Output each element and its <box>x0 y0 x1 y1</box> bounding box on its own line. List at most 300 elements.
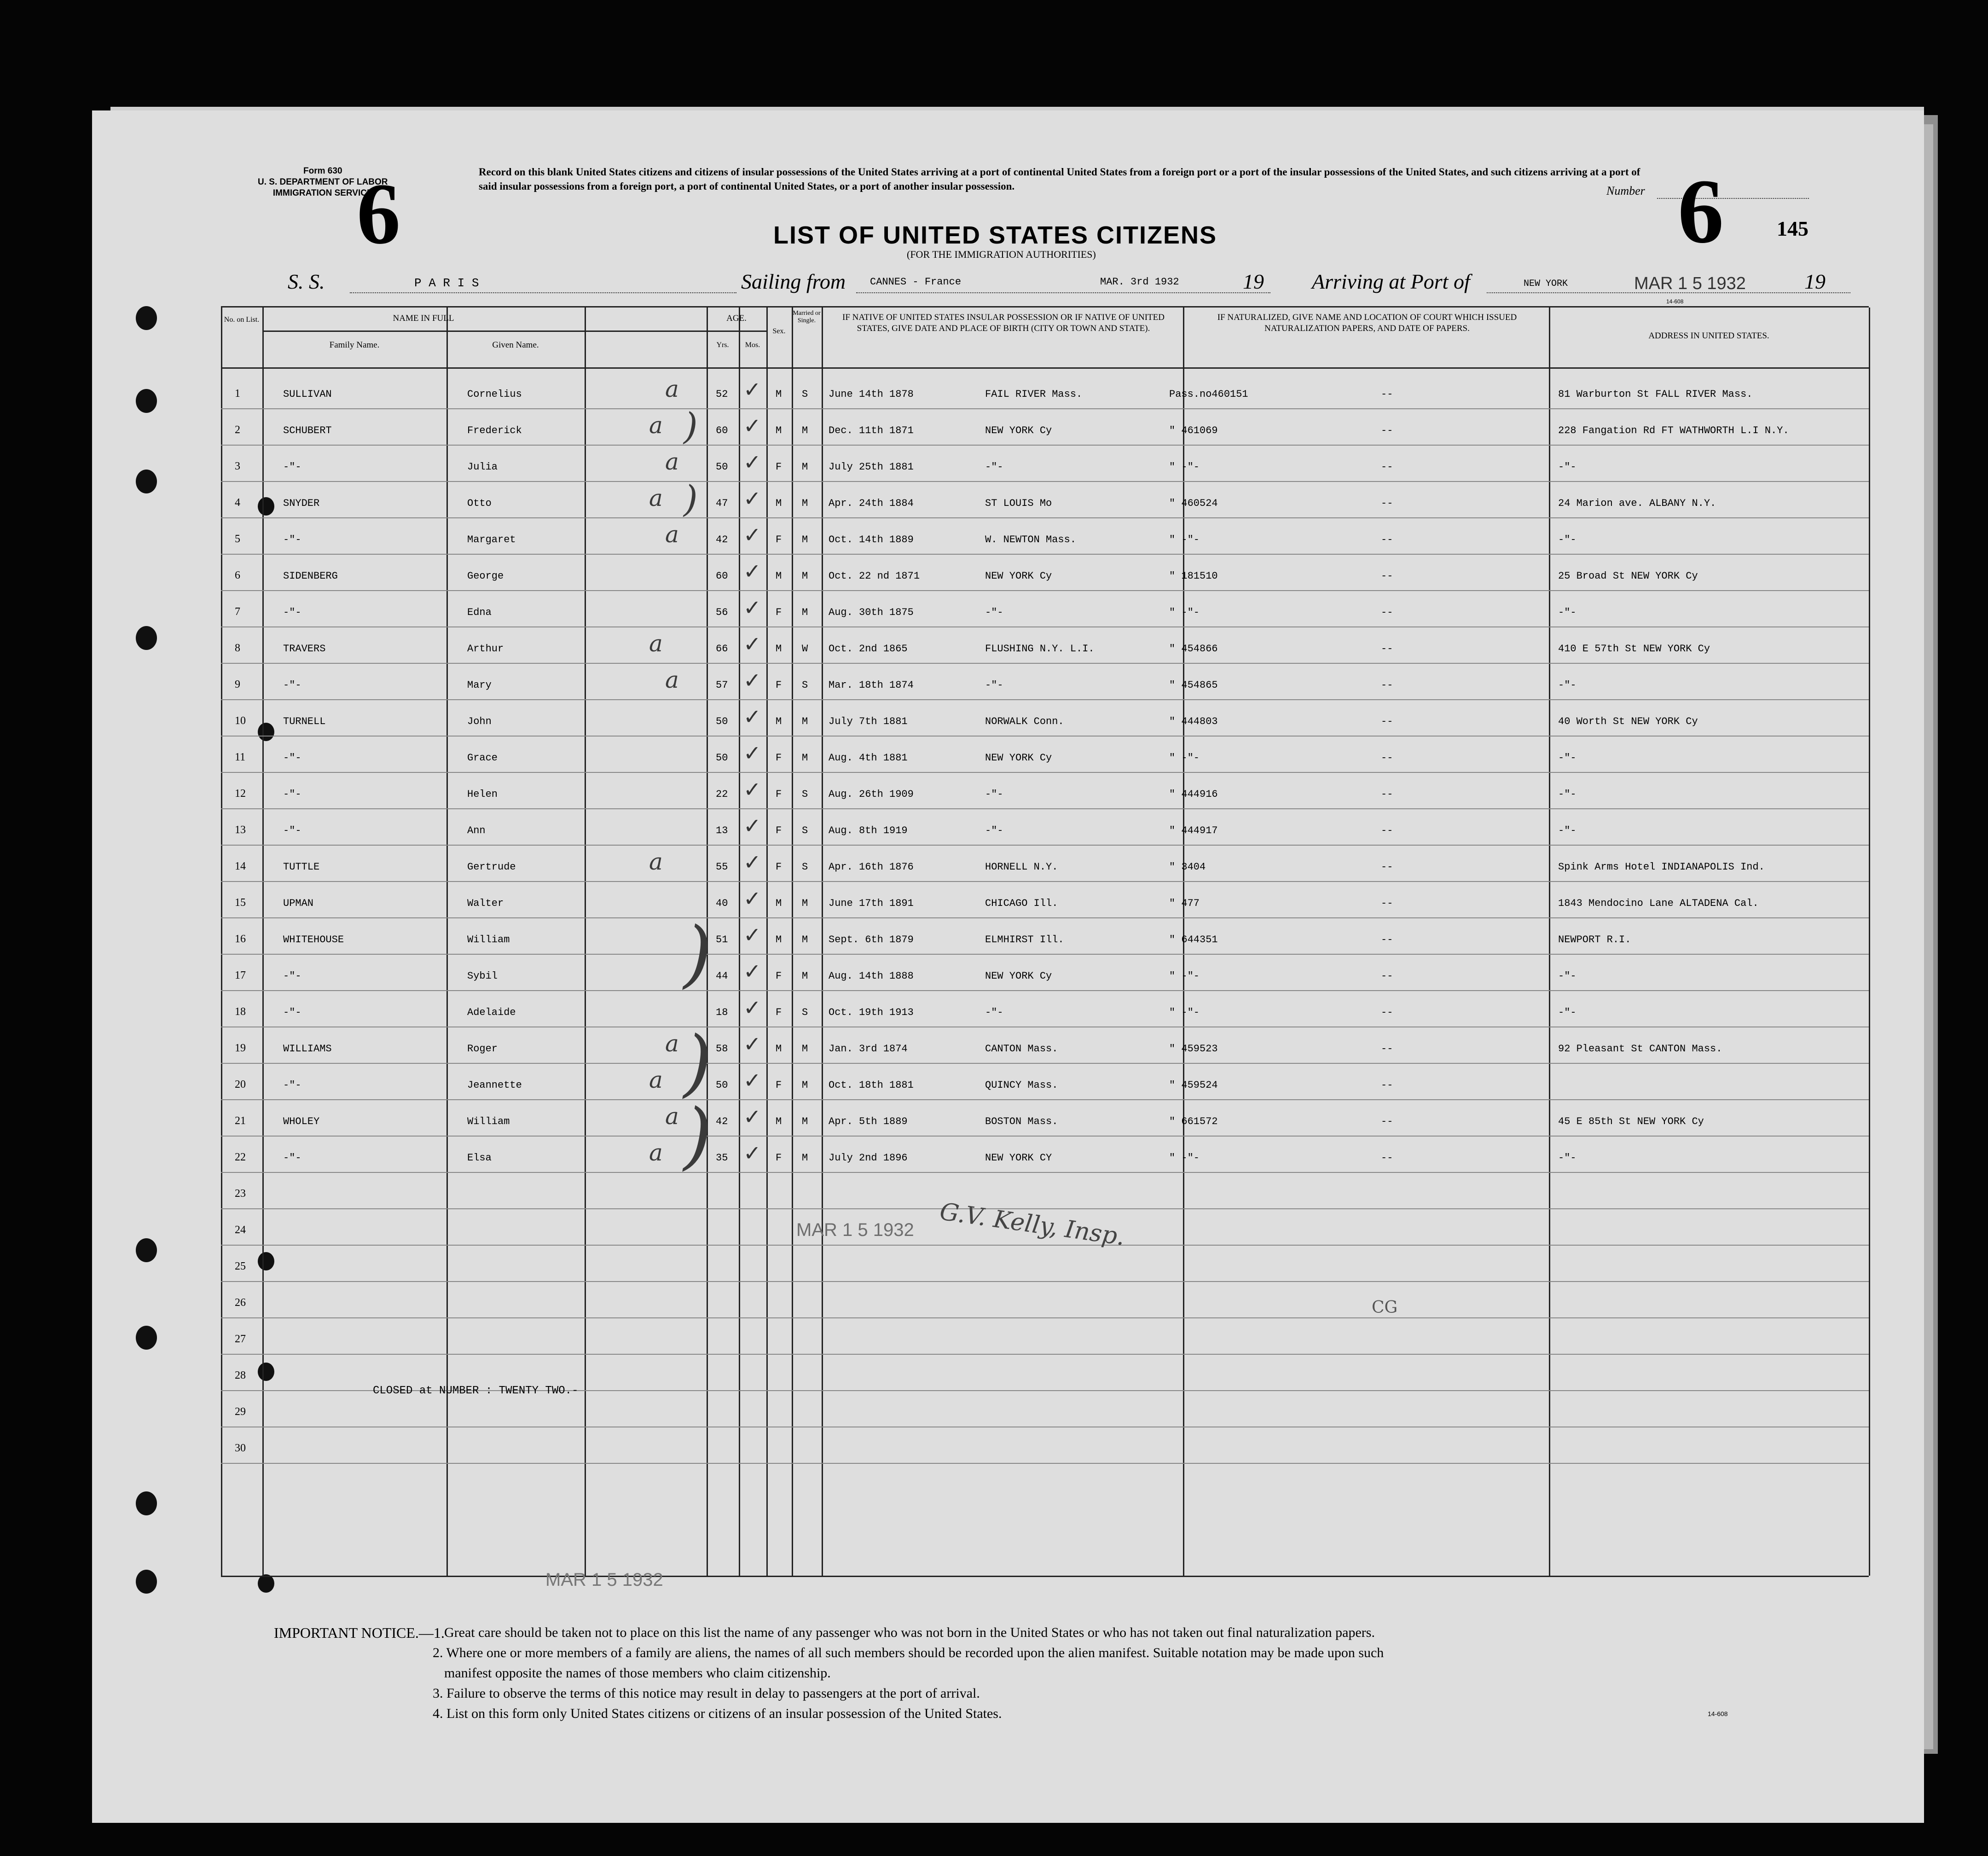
table-row <box>221 1099 1869 1137</box>
address: -"- <box>1558 1007 1576 1018</box>
given-name: Walter <box>467 898 504 909</box>
family-name: -"- <box>283 825 301 836</box>
table-row <box>221 554 1869 591</box>
given-name: Edna <box>467 607 492 618</box>
naturalization-papers: " -"- <box>1169 1152 1200 1164</box>
birth-date: June 14th 1878 <box>829 389 914 400</box>
list-number-right: 6 <box>1678 161 1724 262</box>
table-row <box>221 990 1869 1027</box>
family-name: WHITEHOUSE <box>283 934 344 945</box>
given-name: George <box>467 570 504 582</box>
check-mark: ✓ <box>743 922 761 947</box>
sex: M <box>776 934 782 945</box>
family-name: -"- <box>283 461 301 473</box>
birth-place: NEW YORK CY <box>985 1152 1052 1164</box>
address: NEWPORT R.I. <box>1558 934 1631 945</box>
sex: M <box>776 389 782 400</box>
given-name: Mary <box>467 679 492 691</box>
given-name: Helen <box>467 789 498 800</box>
table-row <box>221 772 1869 809</box>
col-given-header: Given Name. <box>492 340 539 350</box>
check-mark: ✓ <box>743 704 761 729</box>
age-years: 60 <box>716 570 728 582</box>
notice-item-4: 4. List on this form only United States citizens or citizens of an insular possession of the United States. <box>433 1706 1002 1721</box>
birth-place: CANTON Mass. <box>985 1043 1058 1055</box>
given-name: Frederick <box>467 425 522 436</box>
handwritten-mark: a <box>665 1030 679 1057</box>
marital-status: M <box>802 898 808 909</box>
row-number: 5 <box>235 533 240 545</box>
row-number: 19 <box>235 1042 246 1054</box>
check-mark: ✓ <box>743 741 761 766</box>
naturalization-date: -- <box>1381 752 1393 764</box>
sex: M <box>776 716 782 727</box>
naturalization-date: -- <box>1381 389 1393 400</box>
naturalization-papers: " -"- <box>1169 534 1200 545</box>
notice-heading: IMPORTANT NOTICE.—1. <box>274 1624 445 1641</box>
inspector-signature: G.V. Kelly, Insp. <box>938 1198 1127 1251</box>
address: -"- <box>1558 970 1576 982</box>
check-mark: ✓ <box>743 632 761 656</box>
row-number: 8 <box>235 642 240 654</box>
table-row <box>221 626 1869 664</box>
handwritten-mark: a <box>665 667 679 693</box>
birth-place: NEW YORK Cy <box>985 425 1052 436</box>
list-number-left: 6 <box>357 166 400 262</box>
table-row <box>221 590 1869 627</box>
given-name: John <box>467 716 492 727</box>
naturalization-date: -- <box>1381 1152 1393 1164</box>
age-years: 55 <box>716 861 728 873</box>
number-label: Number <box>1606 184 1645 197</box>
marital-status: M <box>802 752 808 764</box>
row-number: 18 <box>235 1006 246 1018</box>
arrival-date-stamp: MAR 1 5 1932 <box>1634 274 1746 293</box>
birth-place: FAIL RIVER Mass. <box>985 389 1083 400</box>
address: 1843 Mendocino Lane ALTADENA Cal. <box>1558 898 1759 909</box>
document-title: LIST OF UNITED STATES CITIZENS <box>773 221 1217 249</box>
birth-place: W. NEWTON Mass. <box>985 534 1077 545</box>
sex: F <box>776 861 782 873</box>
age-years: 13 <box>716 825 728 836</box>
handwritten-mark: a <box>649 1139 663 1166</box>
birth-place: HORNELL N.Y. <box>985 861 1058 873</box>
col-age-header: AGE. <box>726 313 747 323</box>
given-name: Elsa <box>467 1152 492 1164</box>
marital-status: M <box>802 970 808 982</box>
sex: M <box>776 498 782 509</box>
row-number: 23 <box>235 1188 246 1200</box>
sex: M <box>776 570 782 582</box>
sex: M <box>776 1043 782 1055</box>
naturalization-papers: " 444916 <box>1169 789 1218 800</box>
department-name: U. S. DEPARTMENT OF LABOR <box>258 177 388 187</box>
naturalization-date: -- <box>1381 1116 1393 1127</box>
ss-label: S. S. <box>288 270 325 293</box>
age-years: 50 <box>716 1079 728 1091</box>
family-name: -"- <box>283 679 301 691</box>
age-years: 18 <box>716 1007 728 1018</box>
row-number: 15 <box>235 897 246 909</box>
check-mark: ✓ <box>743 413 761 438</box>
binder-hole <box>136 626 157 650</box>
row-number: 17 <box>235 969 246 981</box>
row-number: 10 <box>235 715 246 727</box>
marital-status: S <box>802 861 808 873</box>
naturalization-date: -- <box>1381 643 1393 655</box>
sex: M <box>776 643 782 655</box>
row-number: 27 <box>235 1333 246 1345</box>
marital-status: M <box>802 1116 808 1127</box>
handwritten-mark: a <box>649 848 663 875</box>
birth-date: Oct. 19th 1913 <box>829 1007 914 1018</box>
service-name: IMMIGRATION SERVICE <box>272 188 373 198</box>
naturalization-papers: " 477 <box>1169 898 1200 909</box>
given-name: Jeannette <box>467 1079 522 1091</box>
table-row <box>221 405 1869 447</box>
age-years: 66 <box>716 643 728 655</box>
age-years: 58 <box>716 1043 728 1055</box>
sex: F <box>776 461 782 473</box>
sailing-label: Sailing from <box>741 270 846 293</box>
birth-date: Apr. 24th 1884 <box>829 498 914 509</box>
table-row <box>221 845 1869 882</box>
naturalization-date: -- <box>1381 1043 1393 1055</box>
binder-hole <box>136 1570 157 1594</box>
table-row <box>221 1317 1869 1355</box>
table-row <box>221 1027 1869 1064</box>
marital-status: M <box>802 607 808 618</box>
check-mark: ✓ <box>743 1068 761 1093</box>
handwritten-mark: a <box>649 1067 663 1093</box>
row-number: 24 <box>235 1224 246 1236</box>
sex: F <box>776 789 782 800</box>
family-name: -"- <box>283 970 301 982</box>
birth-place: -"- <box>985 679 1003 691</box>
family-name: UPMAN <box>283 898 314 909</box>
given-name: Grace <box>467 752 498 764</box>
row-number: 12 <box>235 788 246 800</box>
col-address-header: ADDRESS IN UNITED STATES. <box>1648 331 1769 341</box>
naturalization-papers: " 461069 <box>1169 425 1218 436</box>
birth-place: ELMHIRST Ill. <box>985 934 1064 945</box>
birth-date: July 25th 1881 <box>829 461 914 473</box>
birth-place: CHICAGO Ill. <box>985 898 1058 909</box>
table-row <box>221 954 1869 991</box>
naturalization-papers: " -"- <box>1169 461 1200 473</box>
year-prefix: 19 <box>1804 270 1826 293</box>
age-years: 40 <box>716 898 728 909</box>
row-number: 9 <box>235 679 240 690</box>
sex: F <box>776 752 782 764</box>
sex: F <box>776 1079 782 1091</box>
address: 24 Marion ave. ALBANY N.Y. <box>1558 498 1716 509</box>
check-mark: ✓ <box>743 1141 761 1166</box>
col-name-header: NAME IN FULL <box>393 313 454 323</box>
row-number: 6 <box>235 569 240 581</box>
age-years: 57 <box>716 679 728 691</box>
address: Spink Arms Hotel INDIANAPOLIS Ind. <box>1558 861 1765 873</box>
naturalization-papers: " 644351 <box>1169 934 1218 945</box>
marital-status: S <box>802 389 808 400</box>
col-naturalized-header: IF NATURALIZED, GIVE NAME AND LOCATION OF COURT WHICH ISSUED NATURALIZATION PAPERS, AND DATE OF PAPERS. <box>1217 313 1517 333</box>
given-name: Gertrude <box>467 861 516 873</box>
manifest-page <box>92 110 1924 1823</box>
sex: F <box>776 970 782 982</box>
naturalization-date: -- <box>1381 970 1393 982</box>
table-row <box>221 917 1869 955</box>
marital-status: M <box>802 1079 808 1091</box>
birth-date: Dec. 11th 1871 <box>829 425 914 436</box>
naturalization-papers: " 459523 <box>1169 1043 1218 1055</box>
age-years: 22 <box>716 789 728 800</box>
sex: M <box>776 898 782 909</box>
handwritten-mark: a <box>665 521 679 548</box>
marital-status: M <box>802 934 808 945</box>
handwritten-bracket: ) <box>684 478 698 520</box>
family-name: -"- <box>283 1079 301 1091</box>
address: 92 Pleasant St CANTON Mass. <box>1558 1043 1722 1055</box>
given-name: Julia <box>467 461 498 473</box>
naturalization-papers: " 444917 <box>1169 825 1218 836</box>
check-mark: ✓ <box>743 886 761 911</box>
row-number: 16 <box>235 933 246 945</box>
row-number: 29 <box>235 1406 246 1418</box>
check-mark: ✓ <box>743 377 761 402</box>
col-sex-header: Sex. <box>772 327 786 335</box>
check-mark: ✓ <box>743 777 761 802</box>
table-row <box>221 1427 1869 1464</box>
family-name: SCHUBERT <box>283 425 332 436</box>
given-name: Roger <box>467 1043 498 1055</box>
address: -"- <box>1558 607 1576 618</box>
form-number: Form 630 <box>303 166 342 176</box>
check-mark: ✓ <box>743 1104 761 1129</box>
family-name: -"- <box>283 1152 301 1164</box>
naturalization-date: -- <box>1381 679 1393 691</box>
age-years: 60 <box>716 425 728 436</box>
row-number: 30 <box>235 1442 246 1454</box>
naturalization-date: -- <box>1381 825 1393 836</box>
notice-item-3: 3. Failure to observe the terms of this notice may result in delay to passengers at the port of arrival. <box>433 1686 980 1701</box>
naturalization-date: -- <box>1381 716 1393 727</box>
row-number: 22 <box>235 1151 246 1163</box>
passenger-table <box>221 306 1869 1577</box>
table-row <box>221 1136 1869 1173</box>
sailing-port: CANNES - France <box>870 276 962 288</box>
handwritten-mark: a <box>665 1103 679 1130</box>
birth-place: -"- <box>985 825 1003 836</box>
document-subtitle: (FOR THE IMMIGRATION AUTHORITIES) <box>907 249 1096 260</box>
table-row <box>221 517 1869 555</box>
birth-date: Oct. 18th 1881 <box>829 1079 914 1091</box>
address: -"- <box>1558 752 1576 764</box>
birth-date: Sept. 6th 1879 <box>829 934 914 945</box>
handwritten-mark: a <box>649 485 663 511</box>
check-mark: ✓ <box>743 559 761 584</box>
birth-date: Aug. 26th 1909 <box>829 789 914 800</box>
row-number: 26 <box>235 1297 246 1309</box>
address: 40 Worth St NEW YORK Cy <box>1558 716 1698 727</box>
table-row <box>221 478 1869 520</box>
ship-name: P A R I S <box>414 276 479 290</box>
birth-date: Oct. 2nd 1865 <box>829 643 908 655</box>
age-years: 47 <box>716 498 728 509</box>
age-years: 51 <box>716 934 728 945</box>
sex: F <box>776 679 782 691</box>
birth-place: QUINCY Mass. <box>985 1079 1058 1091</box>
row-number: 13 <box>235 824 246 836</box>
naturalization-papers: " -"- <box>1169 607 1200 618</box>
age-years: 52 <box>716 389 728 400</box>
row-number: 2 <box>235 424 240 436</box>
row-number: 11 <box>235 751 246 763</box>
birth-place: NORWALK Conn. <box>985 716 1064 727</box>
birth-place: NEW YORK Cy <box>985 752 1052 764</box>
handwritten-mark: a <box>649 412 663 439</box>
birth-date: Aug. 8th 1919 <box>829 825 908 836</box>
naturalization-date: -- <box>1381 1079 1393 1091</box>
birth-place: BOSTON Mass. <box>985 1116 1058 1127</box>
binder-hole <box>136 470 157 493</box>
row-number: 20 <box>235 1079 246 1090</box>
check-mark: ✓ <box>743 959 761 984</box>
handwritten-bracket: ) <box>684 1093 712 1178</box>
address: 45 E 85th St NEW YORK Cy <box>1558 1116 1704 1127</box>
handwritten-mark: a <box>649 630 663 657</box>
birth-place: -"- <box>985 461 1003 473</box>
table-row <box>221 1172 1869 1209</box>
birth-date: June 17th 1891 <box>829 898 914 909</box>
family-name: SNYDER <box>283 498 320 509</box>
marital-status: M <box>802 461 808 473</box>
handwritten-mark: a <box>665 448 679 475</box>
year-prefix: 19 <box>1243 270 1264 293</box>
birth-date: July 7th 1881 <box>829 716 908 727</box>
family-name: TRAVERS <box>283 643 326 655</box>
naturalization-date: -- <box>1381 534 1393 545</box>
sex: F <box>776 607 782 618</box>
marital-status: M <box>802 570 808 582</box>
marital-status: M <box>802 1152 808 1164</box>
address: 410 E 57th St NEW YORK Cy <box>1558 643 1710 655</box>
handwritten-bracket: ) <box>684 405 698 447</box>
naturalization-papers: " 661572 <box>1169 1116 1218 1127</box>
col-family-header: Family Name. <box>329 340 380 350</box>
sex: F <box>776 534 782 545</box>
table-row <box>221 1281 1869 1318</box>
age-years: 50 <box>716 752 728 764</box>
family-name: WILLIAMS <box>283 1043 332 1055</box>
family-name: TUTTLE <box>283 861 320 873</box>
birth-date: July 2nd 1896 <box>829 1152 908 1164</box>
naturalization-papers: " -"- <box>1169 970 1200 982</box>
birth-date: Apr. 16th 1876 <box>829 861 914 873</box>
family-name: -"- <box>283 789 301 800</box>
age-years: 42 <box>716 534 728 545</box>
birth-date: Apr. 5th 1889 <box>829 1116 908 1127</box>
arrival-port: NEW YORK <box>1524 278 1568 289</box>
family-name: SULLIVAN <box>283 389 332 400</box>
address: -"- <box>1558 1152 1576 1164</box>
birth-date: Oct. 14th 1889 <box>829 534 914 545</box>
marital-status: S <box>802 825 808 836</box>
address: -"- <box>1558 825 1576 836</box>
col-mos-header: Mos. <box>745 341 760 349</box>
naturalization-date: -- <box>1381 861 1393 873</box>
naturalization-date: -- <box>1381 1007 1393 1018</box>
col-no-header: No. on List. <box>224 316 260 324</box>
given-name: Ann <box>467 825 486 836</box>
given-name: Margaret <box>467 534 516 545</box>
table-row <box>221 1245 1869 1282</box>
arriving-label: Arriving at Port of <box>1312 270 1470 293</box>
notice-item-1: Great care should be taken not to place on this list the name of any passenger who was not born in the United States or who has not taken out final naturalization papers. <box>444 1625 1375 1640</box>
family-name: SIDENBERG <box>283 570 338 582</box>
naturalization-date: -- <box>1381 934 1393 945</box>
sex: F <box>776 1007 782 1018</box>
given-name: William <box>467 934 510 945</box>
birth-place: FLUSHING N.Y. L.I. <box>985 643 1095 655</box>
naturalization-date: -- <box>1381 498 1393 509</box>
naturalization-papers: " 181510 <box>1169 570 1218 582</box>
table-row <box>221 736 1869 773</box>
marital-status: S <box>802 679 808 691</box>
naturalization-date: -- <box>1381 607 1393 618</box>
birth-date: Mar. 18th 1874 <box>829 679 914 691</box>
table-row <box>221 699 1869 737</box>
row-number: 25 <box>235 1260 246 1272</box>
given-name: Otto <box>467 498 492 509</box>
table-row <box>221 663 1869 700</box>
marital-status: S <box>802 789 808 800</box>
col-birth-header: IF NATIVE OF UNITED STATES INSULAR POSSESSION OR IF NATIVE OF UNITED STATES, GIVE DATE AND PLACE OF BIRTH (CITY OR TOWN AND STATE). <box>842 313 1165 333</box>
row-number: 4 <box>235 497 240 509</box>
age-years: 42 <box>716 1116 728 1127</box>
address: -"- <box>1558 679 1576 691</box>
given-name: William <box>467 1116 510 1127</box>
col-married-header: Married or Single. <box>793 310 821 324</box>
naturalization-date: -- <box>1381 461 1393 473</box>
row-number: 21 <box>235 1115 246 1127</box>
birth-place: -"- <box>985 607 1003 618</box>
marital-status: M <box>802 425 808 436</box>
handwritten-bracket: ) <box>684 1021 712 1105</box>
age-years: 50 <box>716 461 728 473</box>
address: -"- <box>1558 461 1576 473</box>
given-name: Sybil <box>467 970 498 982</box>
check-mark: ✓ <box>743 486 761 511</box>
given-name: Arthur <box>467 643 504 655</box>
age-years: 56 <box>716 607 728 618</box>
table-row <box>221 1063 1869 1100</box>
birth-place: -"- <box>985 789 1003 800</box>
given-name: Cornelius <box>467 389 522 400</box>
family-name: -"- <box>283 607 301 618</box>
row-number: 1 <box>235 388 240 400</box>
sailing-date: MAR. 3rd 1932 <box>1100 276 1179 288</box>
birth-date: Jan. 3rd 1874 <box>829 1043 908 1055</box>
naturalization-date: -- <box>1381 425 1393 436</box>
inspection-date-stamp: MAR 1 5 1932 <box>796 1220 914 1240</box>
marital-status: M <box>802 1043 808 1055</box>
age-years: 44 <box>716 970 728 982</box>
handwritten-mark: a <box>665 376 679 402</box>
record-instructions: Record on this blank United States citizens and citizens of insular possessions of the United States arriving at a port of continental United States from a foreign port or a port of the insular possessions of the United States, and such citizens arriving at a port of said insular possessions from a foreign port, a port of continental United States, or a port of another insular possession. <box>479 166 1640 192</box>
marital-status: S <box>802 1007 808 1018</box>
check-mark: ✓ <box>743 1032 761 1056</box>
sailing-underline <box>856 292 1270 293</box>
